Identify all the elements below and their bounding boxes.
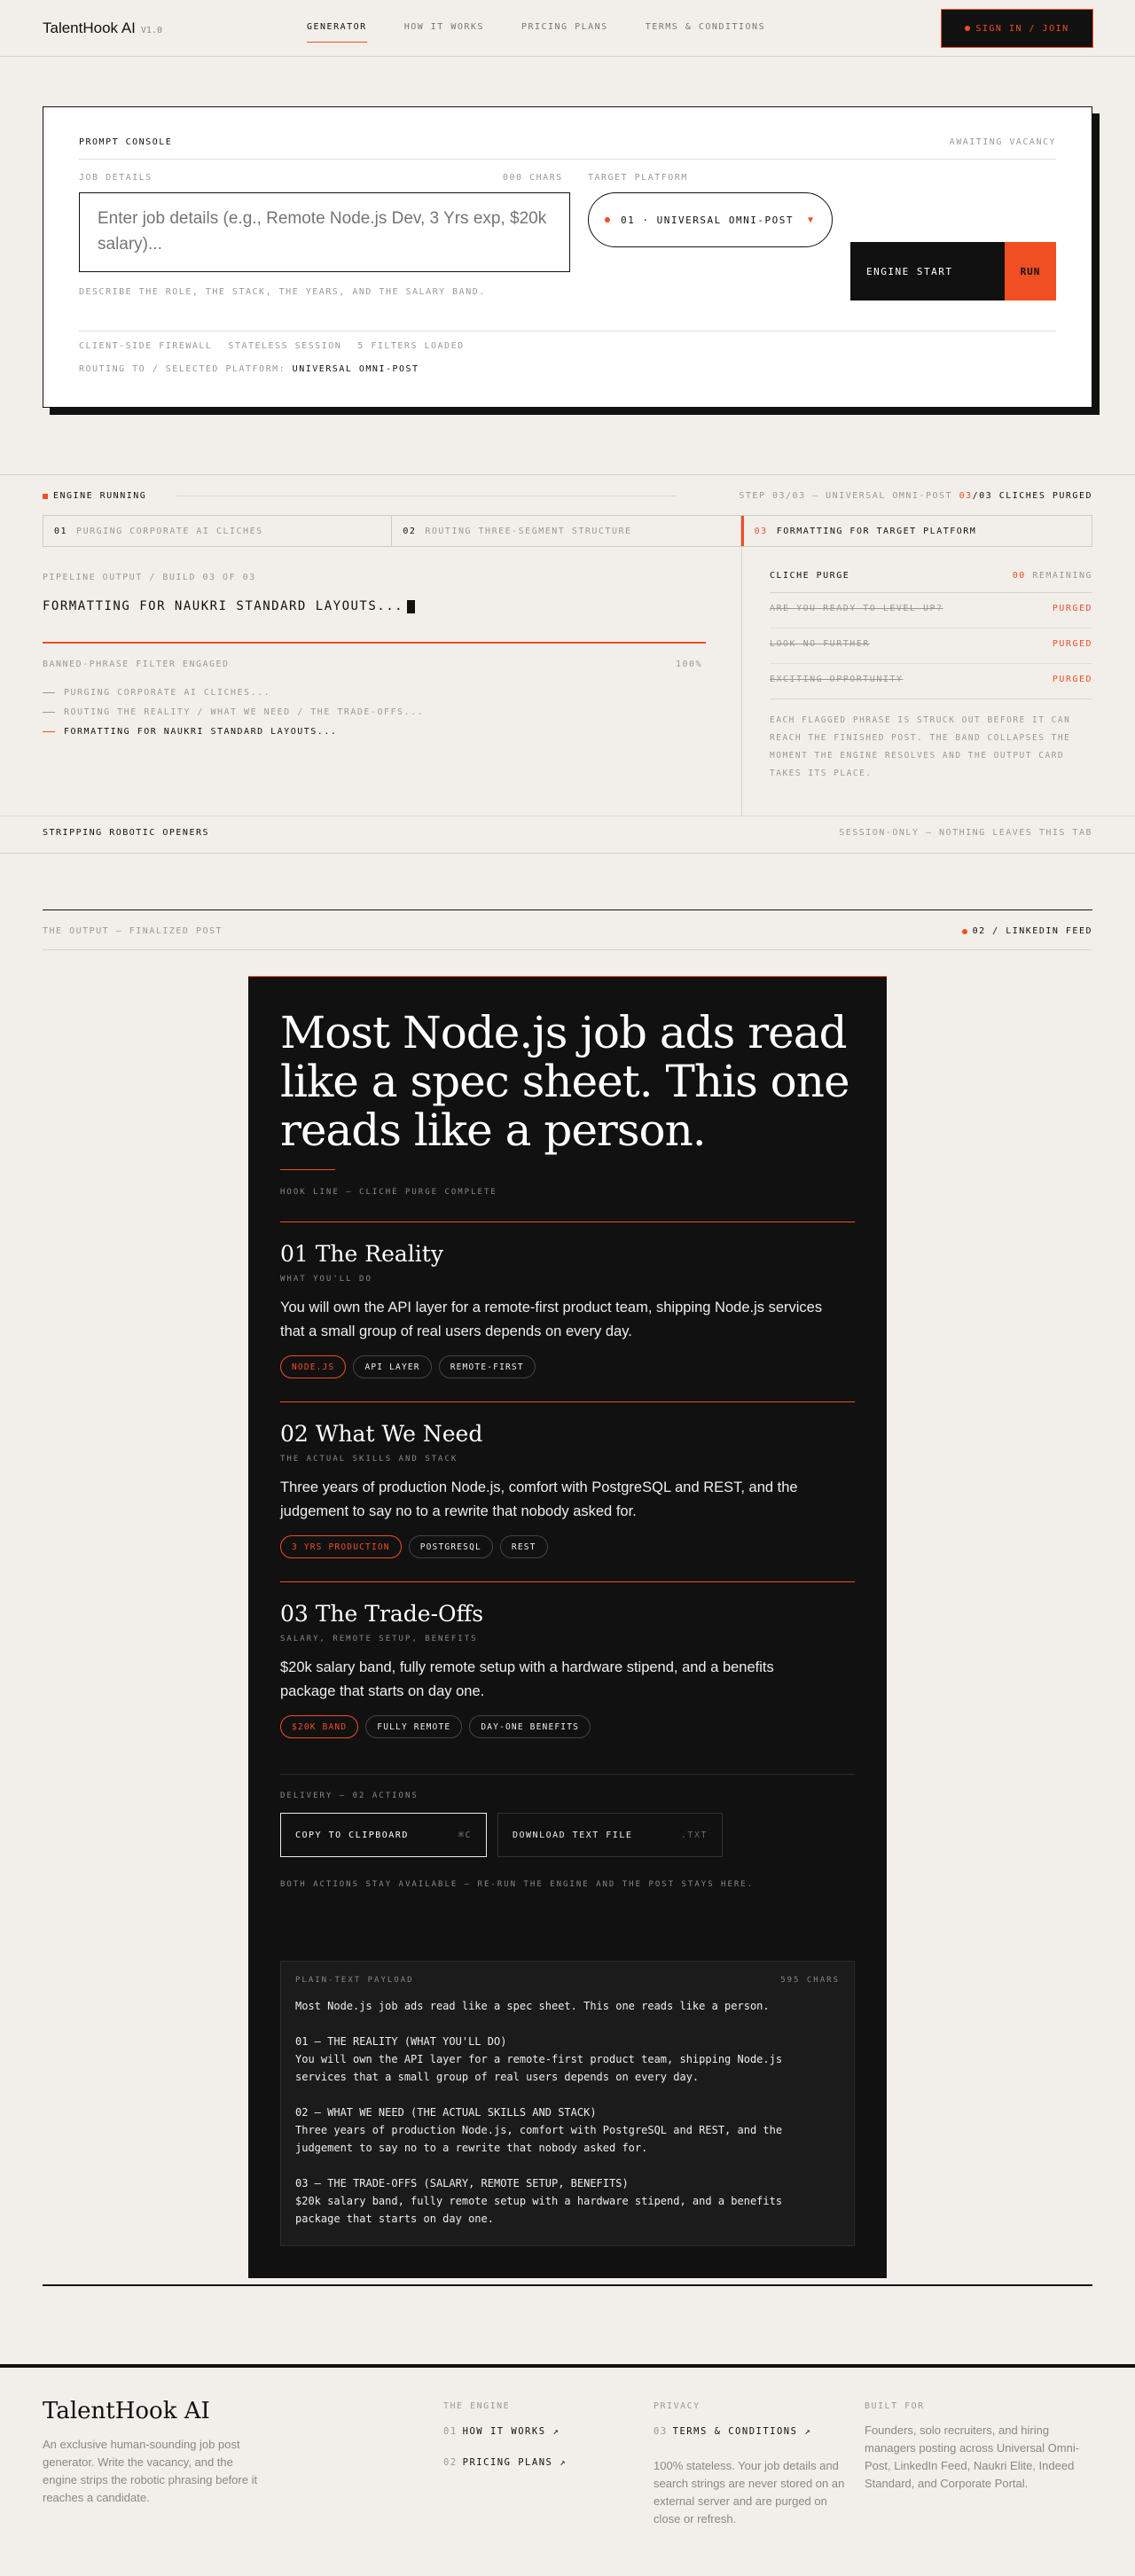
pipeline-steps: [43, 515, 1092, 547]
delivery-note: BOTH ACTIONS STAY AVAILABLE — RE-RUN THE ENGINE AND THE POST STAYS HERE.: [280, 1880, 755, 1889]
target-platform-label: TARGET PLATFORM: [588, 173, 688, 183]
nav-links: [307, 22, 765, 32]
prompt-console: [43, 106, 1092, 408]
pipeline-log: [43, 688, 424, 737]
nav-generator[interactable]: GENERATOR: [307, 22, 367, 32]
run-button[interactable]: RUN: [1005, 242, 1056, 301]
delivery-label: DELIVERY — 02 ACTIONS: [280, 1791, 419, 1800]
purge-note: EACH FLAGGED PHRASE IS STRUCK OUT BEFORE IT CAN REACH THE FINISHED POST. THE BAND COLLAPSES THE MOMENT THE ENGINE RESOLVES AND THE OUTPUT CARD TAKES ITS PLACE.: [770, 715, 1071, 778]
dash-icon: [43, 692, 55, 693]
dash-icon: [43, 731, 55, 732]
section-rule: [280, 1581, 855, 1582]
footer-built-title: BUILT FOR: [865, 2401, 925, 2411]
tag: REMOTE-FIRST: [439, 1355, 536, 1378]
purge-status: PURGED: [1052, 604, 1092, 613]
log-line-active: [43, 727, 424, 737]
link-label: HOW IT WORKS ↗: [462, 2426, 560, 2437]
section-sub: SALARY, REMOTE SETUP, BENEFITS: [280, 1635, 478, 1643]
payload-label: PLAIN-TEXT PAYLOAD: [295, 1976, 414, 1985]
input-hint: DESCRIBE THE ROLE, THE STACK, THE YEARS, AND THE SALARY BAND.: [79, 287, 486, 297]
sign-in-button[interactable]: [941, 9, 1093, 48]
purge-item: [770, 593, 1092, 628]
pipeline-output-label: PIPELINE OUTPUT / BUILD 03 OF 03: [43, 573, 256, 582]
cliches-total: /03 CLICHES PURGED: [972, 491, 1092, 501]
step-text: STEP 03/03 — UNIVERSAL OMNI-POST: [739, 491, 953, 501]
tag: 3 YRS PRODUCTION: [280, 1535, 402, 1558]
section-title-need: 02 What We Need: [280, 1421, 483, 1447]
purge-title: CLICHE PURGE: [770, 571, 850, 581]
brand-logo[interactable]: [43, 20, 162, 37]
tag-list: [280, 1715, 591, 1738]
copy-to-clipboard-button[interactable]: [280, 1813, 487, 1857]
section-divider: [0, 853, 1135, 854]
tag: NODE.JS: [280, 1355, 346, 1378]
step-2: [392, 516, 740, 546]
section-sub: THE ACTUAL SKILLS AND STACK: [280, 1455, 458, 1464]
footer-brand: TalentHook AI: [43, 2398, 210, 2424]
footer-description: An exclusive human-sounding job post generator. Write the vacancy, and the engine strips the robotic phrasing before it reaches a candidate.: [43, 2438, 258, 2504]
cursor-block: [407, 600, 415, 613]
engine-start-button[interactable]: [850, 242, 1056, 301]
divider: [280, 1774, 855, 1775]
platform-dot-icon: [605, 217, 610, 222]
pipeline-footer-right: SESSION-ONLY — NOTHING LEAVES THIS TAB: [839, 828, 1092, 838]
step-number: 01: [54, 526, 68, 536]
footer-link-pricing[interactable]: [443, 2457, 567, 2468]
engine-status: [43, 491, 146, 501]
cliches-done: 03: [959, 491, 973, 501]
tag: REST: [500, 1535, 548, 1558]
section-divider: [0, 474, 1135, 475]
section-body: $20k salary band, fully remote setup with a hardware stipend, and a benefits package that starts on day one.: [280, 1659, 774, 1699]
step-3: [741, 516, 1092, 546]
step-label: PURGING CORPORATE AI CLICHES: [76, 526, 263, 536]
tag: FULLY REMOTE: [365, 1715, 462, 1738]
download-label: DOWNLOAD TEXT FILE: [513, 1830, 633, 1840]
accent-rule: [280, 1169, 335, 1170]
section-sub: WHAT YOU'LL DO: [280, 1275, 372, 1284]
hook-line-label: HOOK LINE — CLICHÉ PURGE COMPLETE: [280, 1188, 497, 1197]
footer-privacy-title: PRIVACY: [654, 2401, 701, 2411]
output-top-rule: [43, 909, 1092, 910]
footer-link-how-it-works[interactable]: [443, 2426, 560, 2437]
tag-list: [280, 1535, 548, 1558]
console-title: PROMPT CONSOLE: [79, 137, 173, 147]
routing-info: [79, 364, 419, 374]
purge-item: [770, 628, 1092, 664]
pipeline-header: [43, 491, 1092, 502]
feed-label: 02 / LINKEDIN FEED: [972, 926, 1092, 936]
step-label: ROUTING THREE-SEGMENT STRUCTURE: [425, 526, 632, 536]
output-bottom-rule: [43, 2284, 1092, 2286]
sign-in-label: SIGN IN / JOIN: [975, 23, 1069, 34]
job-details-input[interactable]: [79, 192, 570, 272]
platform-select[interactable]: [588, 192, 833, 247]
nav-how-it-works[interactable]: HOW IT WORKS: [403, 22, 484, 32]
feed-dot-icon: [962, 929, 967, 934]
column-divider: [741, 547, 742, 816]
plain-text-payload[interactable]: [280, 1961, 855, 2246]
tag: $20K BAND: [280, 1715, 358, 1738]
link-number: 03: [654, 2426, 668, 2437]
pipeline-output: [43, 599, 415, 613]
job-details-label: JOB DETAILS: [79, 173, 153, 183]
pipeline-output-line: FORMATTING FOR NAUKRI STANDARD LAYOUTS...: [43, 599, 404, 613]
payload-chars: 595 CHARS: [780, 1976, 840, 1985]
tag: POSTGRESQL: [409, 1535, 493, 1558]
footer-privacy-text: 100% stateless. Your job details and search strings are never stored on an external server and are purged on close or refresh.: [654, 2459, 845, 2525]
tag: DAY-ONE BENEFITS: [469, 1715, 591, 1738]
post-headline: Most Node.js job ads read like a spec sheet. This one reads like a person.: [280, 1007, 849, 1156]
divider: [43, 949, 1092, 950]
download-ext: .TXT: [680, 1830, 708, 1840]
engine-status-label: ENGINE RUNNING: [53, 491, 147, 501]
console-meta: [79, 341, 465, 351]
divider: [79, 331, 1056, 332]
pipeline-footer-left: STRIPPING ROBOTIC OPENERS: [43, 828, 210, 838]
purge-status: PURGED: [1052, 675, 1092, 684]
section-body: Three years of production Node.js, comfort with PostgreSQL and REST, and the judgement to say no to a rewrite that nobody asked for.: [280, 1479, 798, 1519]
meta-filters: 5 FILTERS LOADED: [357, 341, 465, 351]
engine-start-label: ENGINE START: [866, 265, 953, 277]
footer-built-text: Founders, solo recruiters, and hiring managers posting across Universal Omni-Post, LinkedIn Feed, Naukri Elite, Indeed Standard, and Corporate Portal.: [865, 2424, 1080, 2490]
link-number: 02: [443, 2457, 458, 2468]
step-1: [43, 516, 392, 546]
output-card: [248, 976, 887, 2278]
divider: [79, 159, 1056, 160]
step-label: FORMATTING FOR TARGET PLATFORM: [776, 526, 977, 536]
link-label: PRICING PLANS ↗: [462, 2457, 567, 2468]
char-counter: 000 CHARS: [503, 173, 563, 183]
meta-stateless: STATELESS SESSION: [228, 341, 342, 351]
step-number: 02: [403, 526, 417, 536]
log-text: FORMATTING FOR NAUKRI STANDARD LAYOUTS...: [64, 727, 338, 737]
output-label: THE OUTPUT — FINALIZED POST: [43, 926, 223, 936]
filter-label: BANNED-PHRASE FILTER ENGAGED: [43, 660, 230, 669]
dash-icon: [43, 712, 55, 713]
step-counter: [739, 491, 1092, 501]
section-title-reality: 01 The Reality: [280, 1241, 443, 1267]
footer-engine-title: THE ENGINE: [443, 2401, 511, 2411]
purge-remaining-label: REMAINING: [1032, 571, 1092, 581]
copy-label: COPY TO CLIPBOARD: [295, 1830, 409, 1840]
purge-item: [770, 664, 1092, 699]
platform-value: 01 · UNIVERSAL OMNI-POST: [621, 214, 794, 226]
meta-firewall: CLIENT-SIDE FIREWALL: [79, 341, 213, 351]
site-footer: [0, 2364, 1135, 2576]
filter-progress-track: [43, 642, 706, 644]
caret-down-icon: ▼: [807, 215, 815, 225]
section-title-tradeoffs: 03 The Trade-Offs: [280, 1601, 484, 1627]
running-indicator-icon: [43, 494, 48, 499]
purge-remaining: [1013, 571, 1092, 581]
nav-pricing[interactable]: PRICING PLANS: [521, 22, 608, 32]
section-body: You will own the API layer for a remote-first product team, shipping Node.js services that a small group of real users depends on every day.: [280, 1300, 823, 1339]
nav-terms[interactable]: TERMS & CONDITIONS: [645, 22, 766, 32]
step-number: 03: [754, 526, 768, 536]
log-line: [43, 707, 424, 717]
filter-percent: 100%: [676, 660, 703, 669]
cliche-purge-panel: [770, 571, 1092, 783]
purged-phrase: EXCITING OPPORTUNITY: [770, 675, 904, 684]
download-text-file-button[interactable]: [497, 1813, 723, 1857]
link-number: 01: [443, 2426, 458, 2437]
version-label: V1.0: [140, 26, 162, 35]
filter-progress-bar: [43, 642, 706, 644]
tag-list: [280, 1355, 536, 1378]
routing-value: UNIVERSAL OMNI-POST: [292, 364, 419, 374]
log-text: PURGING CORPORATE AI CLICHES...: [64, 688, 271, 698]
output-feed: [962, 926, 1092, 936]
console-status: AWAITING VACANCY: [949, 137, 1056, 147]
log-line: [43, 688, 424, 698]
purge-remaining-count: 00: [1012, 571, 1026, 581]
status-dot-icon: [965, 26, 970, 31]
routing-label: ROUTING TO / SELECTED PLATFORM:: [79, 364, 286, 374]
purge-header: [770, 571, 1092, 583]
purged-phrase: LOOK NO FURTHER: [770, 639, 870, 649]
copy-shortcut: ⌘C: [458, 1830, 472, 1840]
purged-phrase: ARE YOU READY TO LEVEL UP?: [770, 604, 943, 613]
payload-text: Most Node.js job ads read like a spec sheet. This one reads like a person. 01 — THE REALITY (WHAT YOU'LL DO) You will own the API layer for a remote-first product team, shipping Node.js services that a small group of real users depends on every day. 02 — WHAT WE NEED (THE ACTUAL SKILLS AND STACK) Three years of production Node.js, comfort with PostgreSQL and REST, and the judgement to say no to a rewrite that nobody asked for. 03 — THE TRADE-OFFS (SALARY, REMOTE SETUP, BENEFITS) $20k salary band, fully remote setup with a hardware stipend, and a benefits package that starts on day one.: [295, 2000, 783, 2225]
tag: API LAYER: [353, 1355, 431, 1378]
purge-status: PURGED: [1052, 639, 1092, 649]
section-rule: [280, 1401, 855, 1402]
log-text: ROUTING THE REALITY / WHAT WE NEED / THE TRADE-OFFS...: [64, 707, 425, 717]
footer-link-terms[interactable]: [654, 2426, 811, 2437]
brand-name: TalentHook AI: [43, 20, 136, 36]
link-label: TERMS & CONDITIONS ↗: [672, 2426, 812, 2437]
top-nav: [0, 0, 1135, 57]
